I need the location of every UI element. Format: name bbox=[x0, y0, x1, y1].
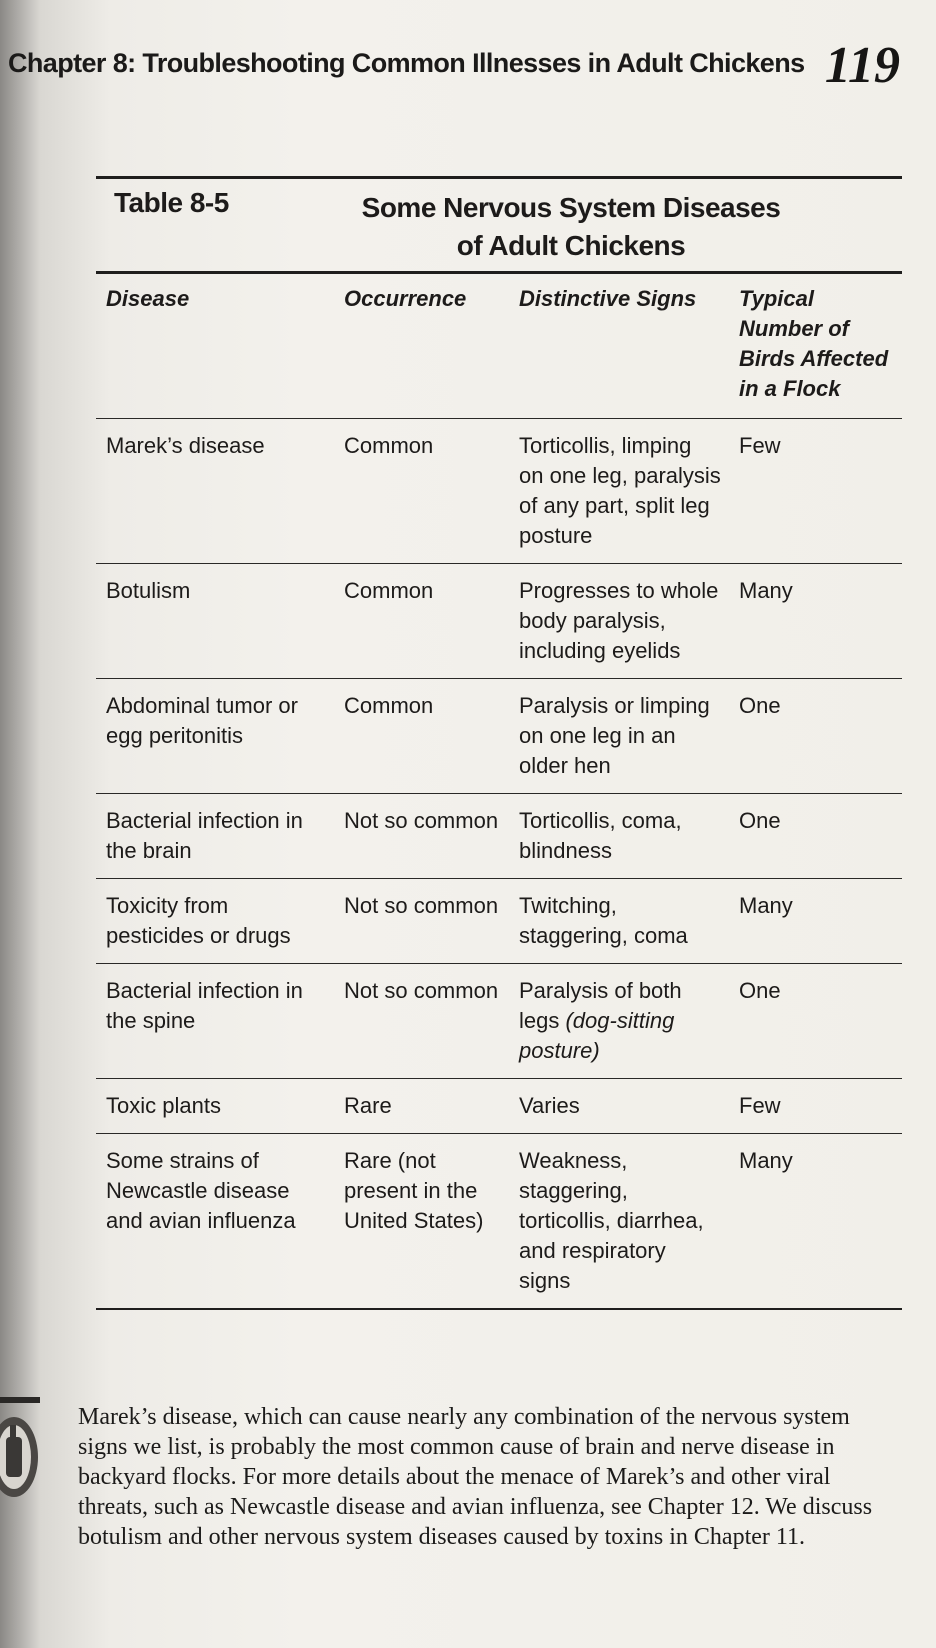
cell-occurrence: Not so common bbox=[334, 879, 509, 964]
running-head bbox=[0, 37, 900, 100]
cell-signs: Twitching, staggering, coma bbox=[509, 879, 729, 964]
cell-signs bbox=[509, 964, 729, 1079]
cell-signs: Torticollis, coma, blindness bbox=[509, 794, 729, 879]
cell-number: Many bbox=[729, 1134, 902, 1310]
cell-signs: Progresses to whole body paralysis, including eyelids bbox=[509, 564, 729, 679]
cell-occurrence: Not so common bbox=[334, 964, 509, 1079]
body-paragraph: Marek’s disease, which can cause nearly any combination of the nervous system signs we list, is probably the most common cause of brain and nerve disease in backyard flocks. For more details about the menace of Marek’s and other viral threats, such as Newcastle disease and avian influenza, see Chapter 12. We discuss botulism and other nervous system diseases caused by toxins in Chapter 11. bbox=[78, 1404, 873, 1550]
table-row bbox=[96, 419, 902, 564]
cell-disease: Abdominal tumor or egg peritonitis bbox=[96, 679, 334, 794]
table-row bbox=[96, 679, 902, 794]
cell-number: One bbox=[729, 679, 902, 794]
table-row bbox=[96, 964, 902, 1079]
cell-number: One bbox=[729, 964, 902, 1079]
cell-signs: Torticollis, limping on one leg, paralysis of any part, split leg posture bbox=[509, 419, 729, 564]
cell-disease: Toxicity from pesticides or drugs bbox=[96, 879, 334, 964]
column-header-signs: Distinctive Signs bbox=[509, 274, 729, 419]
cell-signs: Paralysis or limping on one leg in an older hen bbox=[509, 679, 729, 794]
cell-occurrence: Common bbox=[334, 419, 509, 564]
cell-disease: Some strains of Newcastle disease and avian influenza bbox=[96, 1134, 334, 1310]
column-header-disease: Disease bbox=[96, 274, 334, 419]
chapter-title: Chapter 8: Troubleshooting Common Illnesses in Adult Chickens bbox=[8, 48, 805, 78]
column-header-occurrence: Occurrence bbox=[334, 274, 509, 419]
cell-disease: Botulism bbox=[96, 564, 334, 679]
table-row bbox=[96, 879, 902, 964]
cell-number: Few bbox=[729, 1079, 902, 1134]
table-8-5 bbox=[96, 176, 902, 1310]
cell-number: One bbox=[729, 794, 902, 879]
table-title: Some Nervous System Diseases of Adult Chickens bbox=[361, 192, 781, 261]
cell-occurrence: Common bbox=[334, 564, 509, 679]
cell-disease: Bacterial infection in the spine bbox=[96, 964, 334, 1079]
cell-disease: Toxic plants bbox=[96, 1079, 334, 1134]
cell-occurrence: Rare bbox=[334, 1079, 509, 1134]
cell-disease: Bacterial infection in the brain bbox=[96, 794, 334, 879]
cell-number: Many bbox=[729, 564, 902, 679]
cell-signs: Varies bbox=[509, 1079, 729, 1134]
cell-signs-italic: (dog-sitting posture) bbox=[519, 1008, 675, 1063]
table-row bbox=[96, 1079, 902, 1134]
cell-number: Many bbox=[729, 879, 902, 964]
cell-signs-text: Paralysis of both legs bbox=[519, 978, 682, 1033]
table-caption bbox=[96, 179, 902, 271]
table-row bbox=[96, 1134, 902, 1310]
table-row bbox=[96, 564, 902, 679]
table-number: Table 8-5 bbox=[114, 187, 229, 218]
cell-occurrence: Common bbox=[334, 679, 509, 794]
page-number: 119 bbox=[824, 37, 900, 94]
cell-number: Few bbox=[729, 419, 902, 564]
cell-signs: Weakness, staggering, torticollis, diarrhea, and respiratory signs bbox=[509, 1134, 729, 1310]
table-header-row bbox=[96, 274, 902, 419]
remember-icon bbox=[0, 1395, 46, 1510]
cell-occurrence: Rare (not present in the United States) bbox=[334, 1134, 509, 1310]
column-header-number: Typical Number of Birds Affected in a Flock bbox=[729, 274, 902, 419]
disease-table bbox=[96, 274, 902, 1310]
table-row bbox=[96, 794, 902, 879]
cell-disease: Marek’s disease bbox=[96, 419, 334, 564]
cell-occurrence: Not so common bbox=[334, 794, 509, 879]
